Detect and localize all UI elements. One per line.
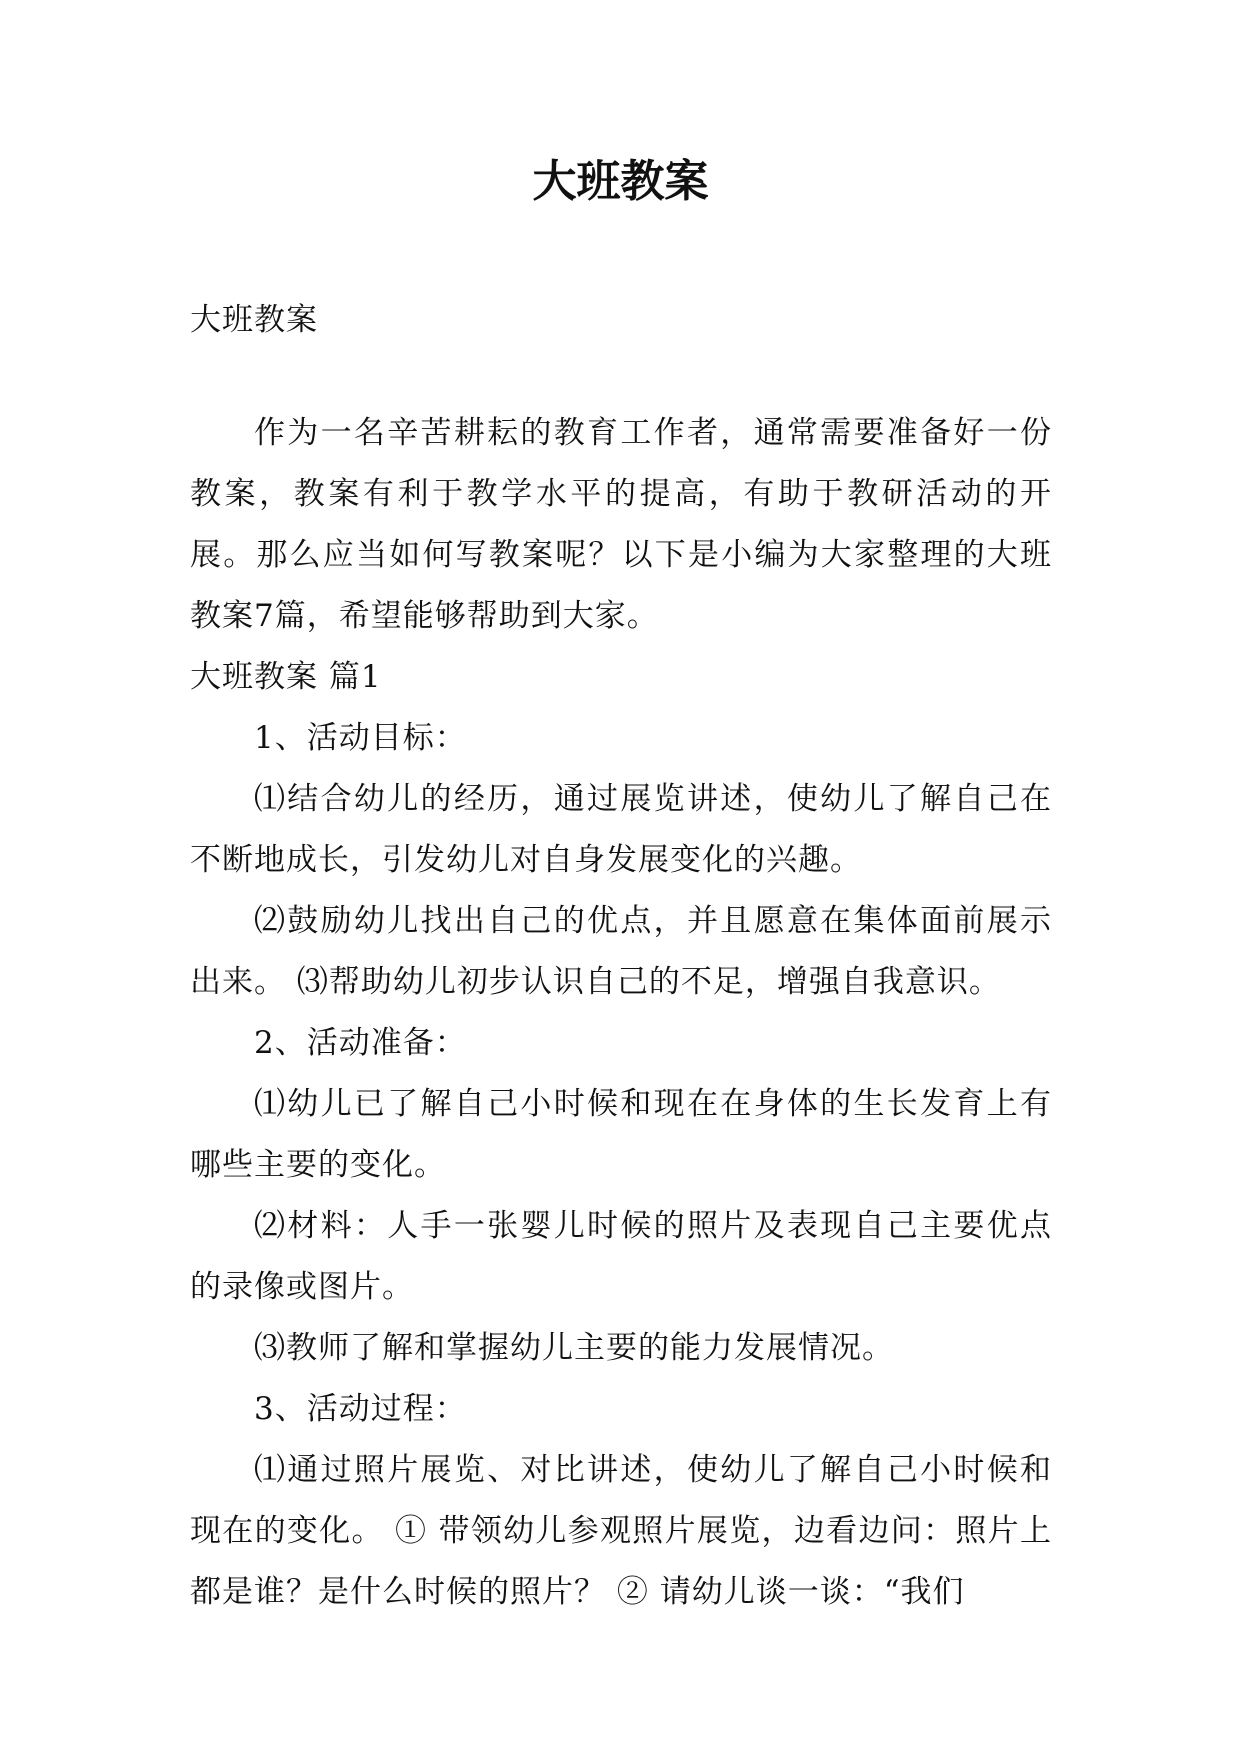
list-item: ⑵材料：人手一张婴儿时候的照片及表现自己主要优点的录像或图片。 bbox=[190, 1208, 1052, 1305]
list-item: 1、活动目标： bbox=[254, 720, 467, 756]
section-heading: 大班教案 篇1 bbox=[190, 659, 382, 695]
list-item: ⑵鼓励幼儿找出自己的优点，并且愿意在集体面前展示出来。 ⑶帮助幼儿初步认识自己的不足，增强自我意识。 bbox=[190, 903, 1052, 1000]
list-item: 3、活动过程： bbox=[254, 1391, 467, 1427]
list-item: ⑴通过照片展览、对比讲述，使幼儿了解自己小时候和现在的变化。 ① 带领幼儿参观照片展览，边看边问：照片上都是谁？是什么时候的照片？ ② 请幼儿谈一谈：“我们 bbox=[190, 1452, 1052, 1610]
list-item: ⑶教师了解和掌握幼儿主要的能力发展情况。 bbox=[254, 1330, 894, 1366]
document-body bbox=[190, 290, 1052, 1623]
document-title: 大班教案 bbox=[532, 156, 709, 207]
list-item: ⑴结合幼儿的经历，通过展览讲述，使幼儿了解自己在不断地成长，引发幼儿对自身发展变化的兴趣。 bbox=[190, 781, 1052, 878]
document-subtitle: 大班教案 bbox=[190, 302, 318, 338]
intro-paragraph: 作为一名辛苦耕耘的教育工作者，通常需要准备好一份教案，教案有利于教学水平的提高，有助于教研活动的开展。那么应当如何写教案呢？以下是小编为大家整理的大班教案7篇，希望能够帮助到大家。 bbox=[190, 415, 1052, 634]
list-item: 2、活动准备： bbox=[254, 1025, 467, 1061]
list-item: ⑴幼儿已了解自己小时候和现在在身体的生长发育上有哪些主要的变化。 bbox=[190, 1086, 1052, 1183]
